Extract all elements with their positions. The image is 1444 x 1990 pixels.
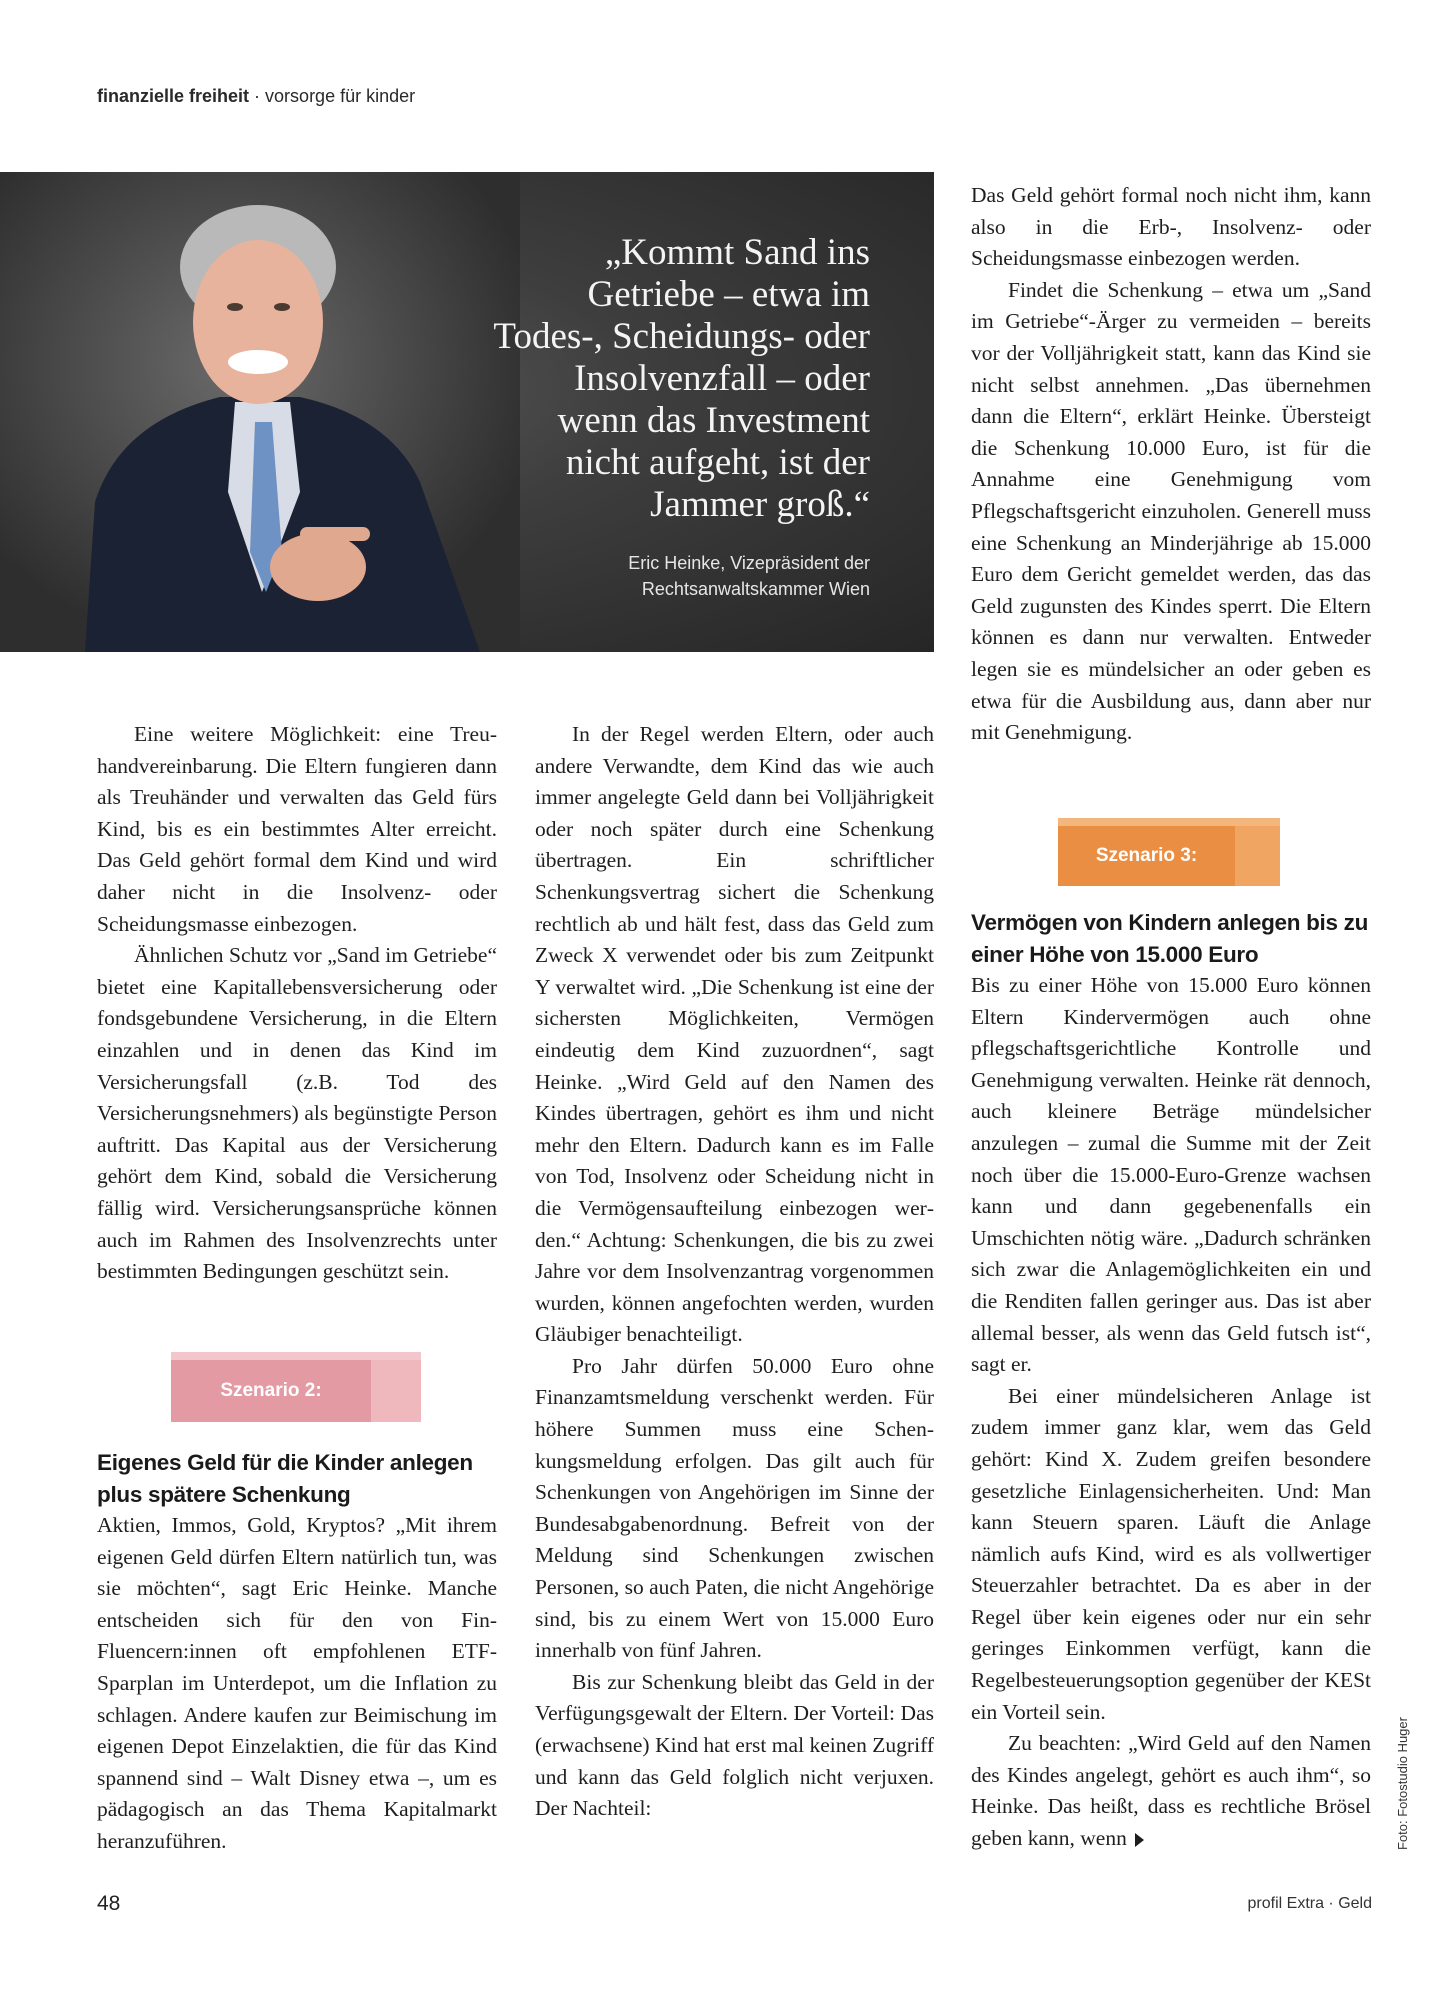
portrait-photo-icon (0, 172, 520, 652)
column-2 (535, 719, 934, 1825)
column-1 (97, 719, 497, 1288)
scenario-3-box (1058, 818, 1280, 886)
scenario-3-body (971, 970, 1371, 1855)
scenario-2-label: Szenario 2: (220, 1380, 322, 1401)
paragraph-text: Zu beachten: „Wird Geld auf den Namen des Kindes angelegt, gehört es auch ihm“, so Heinke. Das heißt, dass es rechtliche Brösel geben kann, wenn (971, 1731, 1371, 1851)
paragraph (971, 1728, 1371, 1854)
scenario-2-body (97, 1510, 497, 1858)
paragraph: Eine weitere Möglichkeit: eine Treuhandvereinbarung. Die Eltern fungieren dann als Treuhänder und verwalten das Geld fürs Kind, bis es ein bestimmtes Alter erreicht. Das Geld gehört formal dem Kind und wird daher nicht in die Insolvenz- oder Scheidungsmasse einbezogen. (97, 722, 497, 936)
scenario-2-heading: Eigenes Geld für die Kinder anlegen plus spätere Schenkung (97, 1450, 473, 1507)
running-head-section: finanzielle freiheit (97, 86, 250, 106)
scenario-2-box (171, 1352, 421, 1422)
scenario-3-label: Szenario 3: (1095, 845, 1198, 866)
pull-quote: „Kommt Sand ins Getriebe – etwa im Todes-, Scheidungs- oder Insolvenzfall – oder wenn das Investment nicht aufgeht, ist der Jammer groß.“ (493, 232, 870, 525)
quote-credit (540, 550, 870, 602)
quote-credit-line2: Rechtsanwaltskammer Wien (641, 579, 870, 599)
column-3-top (971, 180, 1371, 749)
running-head-topic: vorsorge für kinder (265, 86, 416, 106)
paragraph: Bis zu einer Höhe von 15.000 Euro können Eltern Kindervermögen auch ohne pflegschaftsgerichtliche Kontrolle und Genehmigung verwalten. Heinke rät dennoch, auch kleinere Beträge mündelsicher anzulegen – zumal die Summe mit der Zeit noch über die 15.000-Euro-Grenze wachsen kann und dann gegebenenfalls ein Umschichten nötig wäre. „Dadurch schränken sich zwar die Anlagemöglichkeiten ein und die Renditen fallen geringer aus. Das ist aber allemal besser, als wenn das Geld futsch ist“, sagt er. (971, 973, 1371, 1377)
photo-credit: Foto: Fotostudio Huger (1395, 1717, 1410, 1850)
paragraph: Das Geld gehört formal noch nicht ihm, kann also in die Erb-, Insolvenz- oder Scheidungsmasse einbezogen werden. (971, 183, 1371, 271)
paragraph: Pro Jahr dürfen 50.000 Euro ohne Finanzamtsmeldung verschenkt werden. Für höhere Summen muss eine Schenkungsmeldung erfolgen. Das gilt auch für Schenkungen von Angehörigen im Sinne der Bundesabgabenordnung. Befreit von der Meldung sind Schenkungen zwischen Personen, so auch Paten, die nicht Angehörige sind, bis zu einem Wert von 15.000 Euro innerhalb von fünf Jahren. (535, 1353, 934, 1663)
hero-image (0, 172, 934, 652)
scenario-3-heading: Vermögen von Kindern anlegen bis zu einer Höhe von 15.000 Euro (971, 910, 1369, 967)
paragraph: Aktien, Immos, Gold, Kryptos? „Mit ihrem eigenen Geld dürfen Eltern natürlich tun, was sie möchten“, sagt Eric Heinke. Manche entscheiden sich für den von FinFluencern:innen oft empfohlenen ETF-Sparplan im Unterdepot, um die Inflation zu schlagen. Andere kaufen zur Beimischung im eigenen Depot Einzelaktien, die für das Kind spannend sind – Walt Disney etwa –, um es pädagogisch an das Thema Kapitalmarkt heranzuführen. (97, 1513, 497, 1853)
running-head-separator: · (249, 86, 266, 106)
quote-credit-line1: Eric Heinke, Vizepräsident der (628, 553, 870, 573)
paragraph: Ähnlichen Schutz vor „Sand im Getriebe“ bietet eine Kapitallebensversicherung oder fondsgebundene Versicherung, in die Eltern einzahlen und in denen das Kind im Versicherungsfall (z.B. Tod des Versicherungsnehmers) als begünstigte Person auftritt. Das Kapital aus der Versicherung gehört dem Kind, sobald die Versicherung fällig wird. Versicherungsansprüche können auch im Rahmen des Insolvenzrechts unter bestimmten Bedingungen geschützt sein. (97, 943, 497, 1284)
paragraph: In der Regel werden Eltern, oder auch andere Verwandte, dem Kind das wie auch immer angelegte Geld dann bei Volljährigkeit oder noch später durch eine Schenkung übertragen. Ein schriftlicher Schenkungsvertrag sichert die Schenkung rechtlich ab und hält fest, dass das Geld zum Zweck X verwendet oder bis zum Zeitpunkt Y verwaltet wird. „Die Schenkung ist eine der sichersten Möglichkeiten, Vermögen eindeutig dem Kind zuzuordnen“, sagt Heinke. „Wird Geld auf den Namen des Kindes übertragen, gehört es ihm und nicht mehr den Eltern. Dadurch kann es im Falle von Tod, Insolvenz oder Scheidung nicht in die Vermögensaufteilung einbezogen werden.“ Achtung: Schenkungen, die bis zu zwei Jahre vor dem Insolvenzantrag vorgenommen wurden, können angefochten werden, wurden Gläubiger benachteiligt. (535, 722, 934, 1347)
paragraph: Bei einer mündelsicheren Anlage ist zudem immer ganz klar, wem das Geld gehört: Kind X. Zudem greifen besondere gesetzliche Einlagensicherheiten. Und: Man kann Steuern sparen. Läuft die Anlage nämlich aufs Kind, wird es als vollwertiger Steuerzahler betrachtet. Da es aber in der Regel über kein eigenes oder nur ein sehr geringes Einkommen verfügt, kann die Regelbesteuerungsoption gegenüber der KESt ein Vorteil sein. (971, 1383, 1371, 1724)
running-head (97, 86, 415, 107)
publication-name: profil Extra · Geld (1247, 1895, 1372, 1912)
paragraph: Findet die Schenkung – etwa um „Sand im Getriebe“-Ärger zu vermeiden – bereits vor der Volljährigkeit statt, kann das Kind sie nicht selbst annehmen. „Das übernehmen dann die Eltern“, erklärt Heinke. Übersteigt die Schenkung 10.000 Euro, ist für die Annahme eine Genehmigung vom Pflegschaftsgericht einzuholen. Generell muss eine Schenkung an Minderjährige ab 15.000 Euro dem Gericht gemeldet werden, das das Geld zugunsten des Kindes sperrt. Die Eltern können es dann nur verwalten. Entweder legen sie es mündelsicher an oder geben es etwa für die Ausbildung aus, dann aber nur mit Genehmigung. (971, 277, 1371, 745)
continue-arrow-icon (1135, 1833, 1144, 1847)
page-number: 48 (97, 1892, 121, 1915)
paragraph: Bis zur Schenkung bleibt das Geld in der Verfügungsgewalt der Eltern. Der Vorteil: Das (erwachsene) Kind hat erst mal keinen Zugriff und kann das Geld folglich nicht verjuxen. Der Nachteil: (535, 1669, 934, 1821)
